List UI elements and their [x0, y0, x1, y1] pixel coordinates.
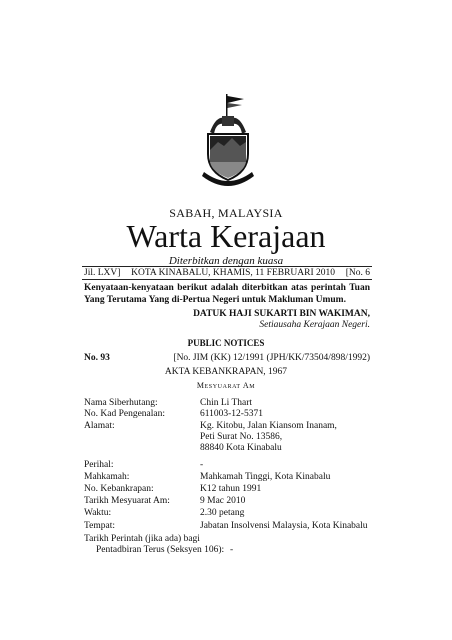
court-value: Mahkamah Tinggi, Kota Kinabalu	[200, 472, 331, 482]
description-value: -	[200, 460, 204, 470]
address-line-2: Peti Surat No. 13586,	[200, 432, 283, 442]
meeting-heading: Mesyuarat Am	[196, 381, 256, 390]
gazette-subtitle: Diterbitkan dengan kuasa	[168, 255, 284, 267]
order-date-value: -	[230, 545, 234, 555]
notice-reference: [No. JIM (KK) 12/1991 (JPH/KK/73504/898/1992)	[173, 353, 370, 363]
sabah-coat-of-arms-icon	[196, 92, 260, 196]
bankruptcy-no-label: No. Kebankrapan:	[84, 484, 154, 494]
address-line-1: Kg. Kitobu, Jalan Kiansom Inanam,	[200, 421, 337, 431]
divider-top	[82, 266, 372, 267]
state-name: SABAH, MALAYSIA	[169, 206, 283, 220]
proclamation-text: Kenyataan-kenyataan berikut adalah diterbitkan atas perintah Tuan Yang Terutama Yang di-Pertua Negeri untuk Makluman Umum.	[84, 283, 370, 305]
order-date-label-1: Tarikh Perintah (jika ada) bagi	[84, 534, 200, 544]
venue-label: Tempat:	[84, 521, 115, 531]
court-label: Mahkamah:	[84, 472, 130, 482]
debtor-label: Nama Siberhutang:	[84, 398, 158, 408]
time-label: Waktu:	[84, 508, 112, 518]
order-date-label-2: Pentadbiran Terus (Seksyen 106):	[96, 545, 225, 555]
signatory-name: DATUK HAJI SUKARTI BIN WAKIMAN,	[193, 309, 370, 319]
notice-number: No. 93	[84, 353, 110, 363]
time-value: 2.30 petang	[200, 508, 245, 518]
meeting-date-value: 9 Mac 2010	[200, 496, 246, 506]
address-label: Alamat:	[84, 421, 115, 431]
issue-line	[84, 268, 370, 278]
description-label: Perihal:	[84, 460, 114, 470]
gazette-title: Warta Kerajaan	[126, 218, 326, 254]
place-date: KOTA KINABALU, KHAMIS, 11 FEBRUARI 2010	[131, 268, 336, 278]
section-heading: PUBLIC NOTICES	[187, 338, 265, 348]
address-line-3: 88840 Kota Kinabalu	[200, 443, 282, 453]
meeting-date-label: Tarikh Mesyuarat Am:	[84, 496, 170, 506]
debtor-value: Chin Li Thart	[200, 398, 253, 408]
bankruptcy-no-value: K12 tahun 1991	[200, 484, 262, 494]
signatory-title: Setiausaha Kerajaan Negeri.	[259, 320, 370, 330]
volume-label: Jil. LXV]	[84, 268, 121, 278]
ic-value: 611003-12-5371	[200, 409, 263, 419]
ic-label: No. Kad Pengenalan:	[84, 409, 165, 419]
issue-number: [No. 6	[345, 268, 370, 278]
divider-bottom	[82, 279, 372, 280]
act-title: AKTA KEBANKRAPAN, 1967	[164, 367, 288, 377]
venue-value: Jabatan Insolvensi Malaysia, Kota Kinabalu	[200, 521, 368, 531]
